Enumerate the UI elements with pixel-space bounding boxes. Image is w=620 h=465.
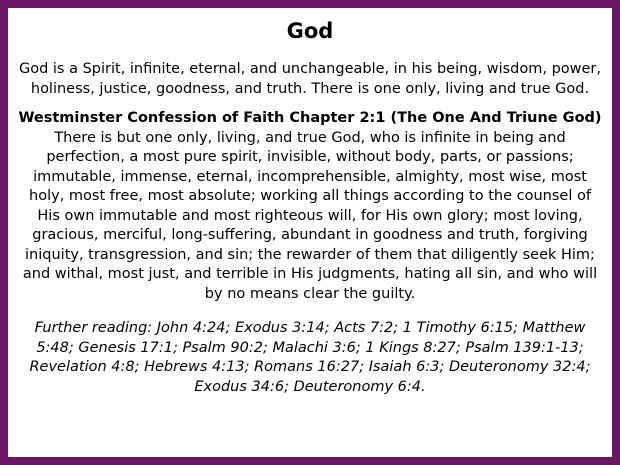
intro-paragraph: God is a Spirit, infinite, eternal, and unchangeable, in his being, wisdom, power, holiness, justice, goodness, and truth. There is one only, living and true God. bbox=[18, 61, 602, 97]
confession-heading: Westminster Confession of Faith Chapter 2:1 (The One And Triune God) bbox=[18, 110, 602, 126]
slide-content bbox=[8, 8, 612, 457]
slide-title: God bbox=[286, 19, 334, 43]
confession-paragraph: There is but one only, living, and true God, who is infinite in being and perfection, a most pure spirit, invisible, without body, parts, or passions; immutable, immense, eternal, incomprehensible, almighty, most wise, most holy, most free, most absolute; working all things according to the counsel of His own immutable and most righteous will, for His own glory; most loving, gracious, merciful, long-suffering, abundant in goodness and truth, forgiving iniquity, transgression, and sin; the rewarder of them that diligently seek Him; and withal, most just, and terrible in His judgments, hating all sin, and who will by no means clear the guilty. bbox=[22, 129, 598, 302]
further-reading-paragraph: Further reading: John 4:24; Exodus 3:14; Acts 7:2; 1 Timothy 6:15; Matthew 5:48; Genesis 17:1; Psalm 90:2; Malachi 3:6; 1 Kings 8:27; Psalm 139:1-13; Revelation 4:8; Hebrews 4:13; Romans 16:27; Isaiah 6:3; Deuteronomy 32:4; Exodus 34:6; Deuteronomy 6:4. bbox=[29, 320, 591, 395]
